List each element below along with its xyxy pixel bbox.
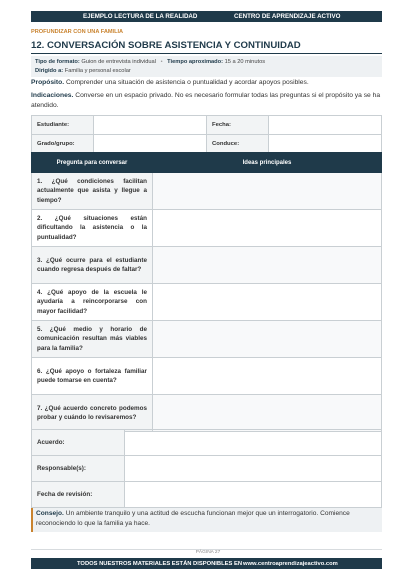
format-label: Tipo de formato: xyxy=(35,59,80,65)
time-value: 15 a 20 minutos xyxy=(224,59,266,65)
answer-field-7[interactable] xyxy=(153,395,382,432)
page-number: PÁGINA 27 xyxy=(195,550,221,555)
meta-box: Tipo de formato: Guion de entrevista individual • Tiempo aproximado: 15 a 20 minutos Dirigido a: Familia y personal escolar xyxy=(31,56,382,77)
question-5: 5. ¿Qué medio y horario de comunicación resultan más viables para la familia? xyxy=(32,321,153,358)
purpose-text: Comprender una situación de asistencia o puntualidad y acordar apoyos posibles. xyxy=(65,79,309,86)
time-label: Tiempo aproximado: xyxy=(167,59,224,65)
audience-value: Familia y personal escolar xyxy=(64,67,131,74)
answer-field-2[interactable] xyxy=(153,210,382,247)
responsible-label: Responsable(s): xyxy=(32,456,125,482)
question-3: 3. ¿Qué ocurre para el estudiante cuando regresa después de faltar? xyxy=(32,247,153,284)
grade-field[interactable] xyxy=(94,135,207,154)
footer-bar xyxy=(31,558,382,569)
review-date-field[interactable] xyxy=(125,482,382,508)
info-table xyxy=(31,115,382,154)
tip-box xyxy=(31,508,382,532)
grade-label: Grado/grupo: xyxy=(32,135,94,154)
purpose-label: Propósito. xyxy=(31,79,65,86)
answer-field-6[interactable] xyxy=(153,358,382,395)
footer-website-link[interactable]: www.centroaprendizajeactivo.com xyxy=(243,560,338,567)
purpose-paragraph xyxy=(31,78,386,88)
answer-field-1[interactable] xyxy=(153,173,382,210)
tip-text: Un ambiente tranquilo y una actitud de escucha funcionan mejor que un interrogatorio. Comience reconociendo lo que la familia ya hace. xyxy=(36,510,350,527)
agreement-label: Acuerdo: xyxy=(32,430,125,456)
question-column-header: Pregunta para conversar xyxy=(32,153,153,173)
question-6: 6. ¿Qué apoyo o fortaleza familiar puede tomarse en cuenta? xyxy=(32,358,153,395)
footer-left: TODOS NUESTROS MATERIALES ESTÁN DISPONIBLES EN xyxy=(77,560,243,567)
audience-label: Dirigido a: xyxy=(35,67,64,74)
format-value: Guion de entrevista individual xyxy=(81,59,156,65)
ideas-column-header: Ideas principales xyxy=(153,153,382,173)
questions-table xyxy=(31,152,382,432)
page-title: 12. CONVERSACIÓN SOBRE ASISTENCIA Y CONTINUIDAD xyxy=(31,40,301,51)
date-field[interactable] xyxy=(269,116,382,135)
date-label: Fecha: xyxy=(207,116,269,135)
header-bar xyxy=(31,11,382,22)
question-1: 1. ¿Qué condiciones facilitan actualmente que asista y llegue a tiempo? xyxy=(32,173,153,210)
leads-field[interactable] xyxy=(269,135,382,154)
leads-label: Conduce: xyxy=(207,135,269,154)
header-right: CENTRO DE APRENDIZAJE ACTIVO xyxy=(234,13,341,20)
student-field[interactable] xyxy=(94,116,207,135)
student-label: Estudiante: xyxy=(32,116,94,135)
question-4: 4. ¿Qué apoyo de la escuela le ayudaría a reincorporarse con mayor facilidad? xyxy=(32,284,153,321)
indications-text: Converse en un espacio privado. No es necesario formular todas las preguntas si el propósito ya se ha atendido. xyxy=(31,92,381,109)
responsible-field[interactable] xyxy=(125,456,382,482)
answer-field-3[interactable] xyxy=(153,247,382,284)
question-2: 2. ¿Qué situaciones están dificultando la asistencia o la puntualidad? xyxy=(32,210,153,247)
agreement-field[interactable] xyxy=(125,430,382,456)
answer-field-4[interactable] xyxy=(153,284,382,321)
tip-label: Consejo. xyxy=(36,510,64,517)
indications-paragraph xyxy=(31,91,386,111)
indications-label: Indicaciones. xyxy=(31,92,74,99)
answer-field-5[interactable] xyxy=(153,321,382,358)
question-7: 7. ¿Qué acuerdo concreto podemos probar y cuándo lo revisaremos? xyxy=(32,395,153,432)
header-left: EJEMPLO LECTURA DE LA REALIDAD xyxy=(83,13,198,20)
title-divider xyxy=(31,53,382,54)
review-date-label: Fecha de revisión: xyxy=(32,482,125,508)
section-label: PROFUNDIZAR CON UNA FAMILIA xyxy=(31,29,124,35)
closure-table xyxy=(31,429,382,508)
